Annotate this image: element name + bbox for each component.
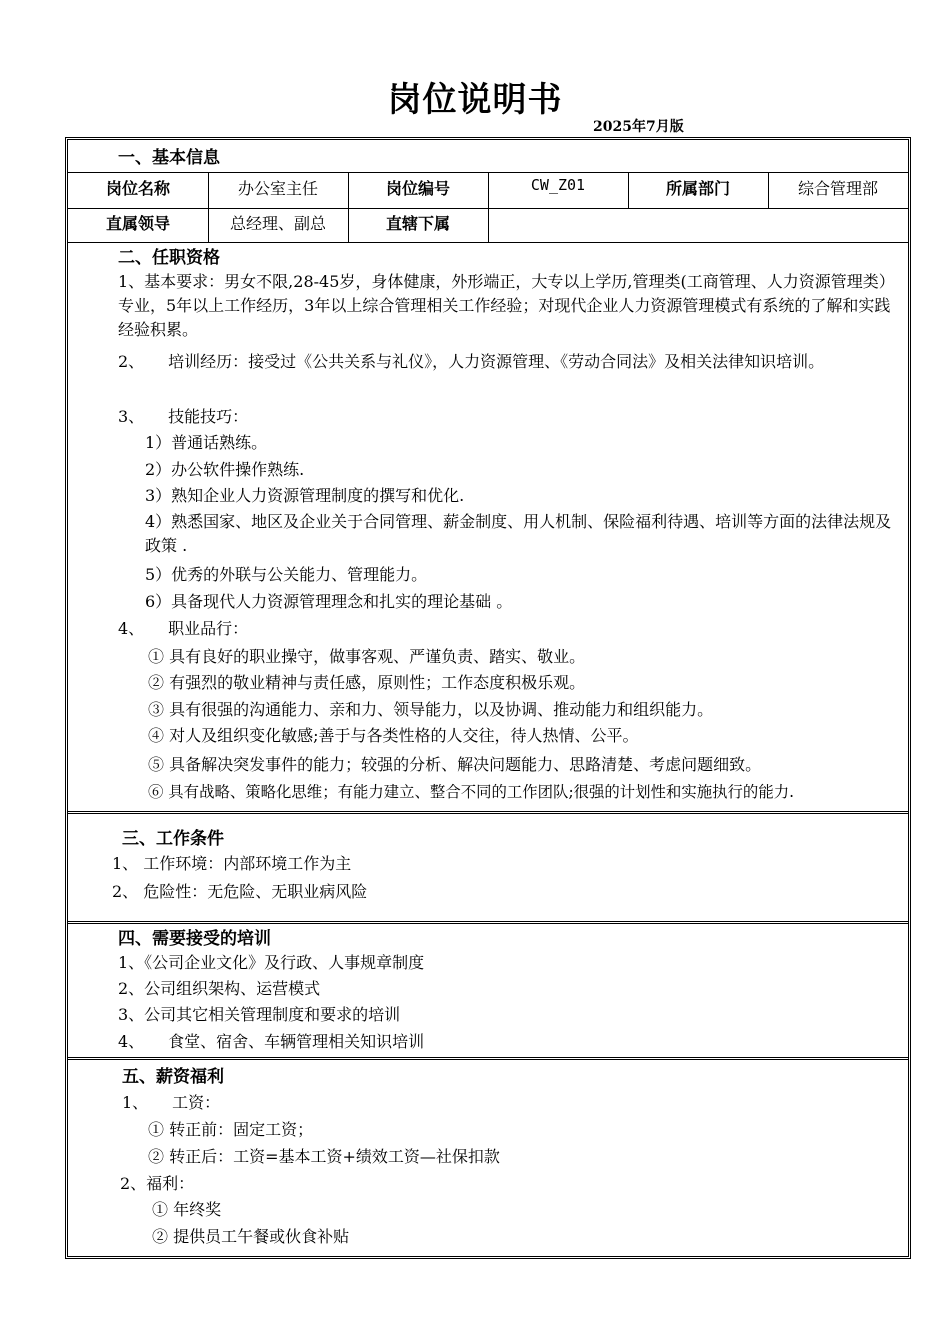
- section-conditions-heading: 三、工作条件: [122, 829, 224, 849]
- conduct-item: ⑤ 具备解决突发事件的能力；较强的分析、解决问题能力、思路清楚、考虑问题细致。: [148, 755, 762, 774]
- label-subordinates: 直辖下属: [385, 214, 450, 233]
- wage-item: ② 转正后：工资=基本工资+绩效工资—社保扣款: [148, 1147, 500, 1166]
- condition-item: 1、 工作环境：内部环境工作为主: [112, 854, 352, 873]
- divider: [68, 811, 908, 814]
- training-item: 3、公司其它相关管理制度和要求的培训: [118, 1005, 401, 1024]
- conduct-item: ⑥ 具有战略、策略化思维；有能力建立、整合不同的工作团队;很强的计划性和实施执行的能力.: [148, 783, 794, 801]
- salary-welfare-heading: 2、福利：: [120, 1174, 195, 1193]
- label-position-name: 岗位名称: [105, 179, 170, 198]
- conduct-item: ① 具有良好的职业操守，做事客观、严谨负责、踏实、敬业。: [148, 647, 586, 666]
- training-item: 4、 食堂、宿舍、车辆管理相关知识培训: [118, 1032, 425, 1051]
- value-position-code: CW_Z01: [530, 176, 586, 194]
- welfare-item: ② 提供员工午餐或伙食补贴: [152, 1227, 350, 1246]
- qualification-conduct-heading: 4、 职业品行：: [118, 619, 249, 638]
- divider: [68, 208, 908, 209]
- value-department: 综合管理部: [797, 179, 878, 198]
- conduct-item: ③ 具有很强的沟通能力、亲和力、领导能力，以及协调、推动能力和组织能力。: [148, 700, 714, 719]
- training-item: 1、《公司企业文化》及行政、人事规章制度: [118, 953, 425, 972]
- conduct-item: ④ 对人及组织变化敏感;善于与各类性格的人交往，待人热情、公平。: [148, 726, 639, 745]
- skill-item: 5）优秀的外联与公关能力、管理能力。: [145, 565, 428, 584]
- value-position-name: 办公室主任: [237, 179, 318, 198]
- wage-item: ① 转正前：固定工资；: [148, 1120, 314, 1139]
- qualification-skills-heading: 3、 技能技巧：: [118, 407, 249, 426]
- skill-item: 3）熟知企业人力资源管理制度的撰写和优化.: [145, 486, 465, 505]
- skill-item: 2）办公软件操作熟练.: [145, 460, 305, 479]
- skill-item: 6）具备现代人力资源管理理念和扎实的理论基础 。: [145, 592, 513, 611]
- document-title: 岗位说明书: [387, 80, 563, 120]
- section-salary-heading: 五、薪资福利: [122, 1067, 224, 1087]
- section-qualifications-heading: 二、任职资格: [118, 248, 220, 268]
- qualification-basic-requirements: 1、基本要求：男女不限,28-45岁，身体健康，外形端正，大专以上学历,管理类(工商管理、人力资源管理类）专业，5年以上工作经历，3年以上综合管理相关工作经验；对现代企业人力资源管理模式有系统的了解和实践经验积累。: [118, 272, 895, 339]
- value-direct-leader: 总经理、副总: [229, 214, 326, 233]
- skill-item: 1）普通话熟练。: [145, 433, 268, 452]
- condition-item: 2、 危险性：无危险、无职业病风险: [112, 882, 368, 901]
- label-department: 所属部门: [665, 179, 730, 198]
- training-item: 2、公司组织架构、运营模式: [118, 979, 321, 998]
- version-label: 2025年7月版: [593, 119, 684, 135]
- welfare-item: ① 年终奖: [152, 1200, 222, 1219]
- salary-wage-heading: 1、 工资：: [122, 1093, 221, 1112]
- section-basic-heading: 一、基本信息: [118, 148, 220, 168]
- skill-item: 4）熟悉国家、地区及企业关于合同管理、薪金制度、用人机制、保险福利待遇、培训等方面的法律法规及政策 .: [145, 512, 892, 555]
- section-training-heading: 四、需要接受的培训: [118, 929, 271, 949]
- label-direct-leader: 直属领导: [105, 214, 170, 233]
- qualification-training: 2、 培训经历：接受过《公共关系与礼仪》，人力资源管理、《劳动合同法》及相关法律知识培训。: [118, 352, 825, 371]
- divider: [68, 1057, 908, 1060]
- label-position-code: 岗位编号: [385, 179, 450, 198]
- conduct-item: ② 有强烈的敬业精神与责任感，原则性；工作态度积极乐观。: [148, 673, 586, 692]
